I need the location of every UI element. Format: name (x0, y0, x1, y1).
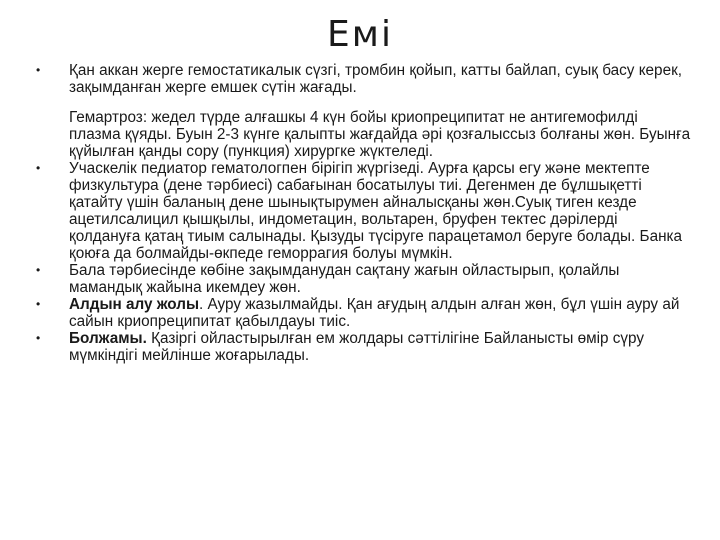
list-item-heading: Болжамы. (69, 330, 147, 347)
bullet-icon: • (36, 63, 41, 77)
bullet-icon: • (36, 263, 41, 277)
list-item (36, 62, 692, 96)
list-item-text: Учаскелік педиатор гематологпен бірігіп жүргізеді. Аурға қарсы егу және мектепте физкультура (дене тәрбиесі) сабағынан босатылуы тиі. Дегенмен де бұлшықетті қатайту үшін баланың дене шынықтырумен айналысқаны жөн.Суық тиген кезде ацетилсалицил қышқылы, индометацин, вольтарен, бруфен тектес дәрілерді қолдануға қатаң тиым салынады. Қызуды түсіруге парацетамол беруге болады. Банка қоюға да болмайды-өкпеде геморрагия болуы мүмкін. (69, 160, 683, 262)
list-item (36, 160, 692, 262)
list-item-heading: Алдын алу жолы (69, 296, 200, 313)
bullet-icon: • (36, 161, 41, 175)
list-item-text: Қазіргі ойластырылған ем жолдары сәттілігіне Байланысты өмір сүру мүмкіндігі мейлінше жоғарылады. (69, 330, 645, 364)
list-item (36, 330, 692, 364)
list-item (36, 262, 692, 296)
bullet-icon: • (36, 331, 41, 345)
bullet-icon: • (36, 297, 41, 311)
slide-body (36, 62, 692, 364)
slide-title: Емі (327, 14, 393, 55)
list-item-text: . Ауру жазылмайды. Қан ағудың алдын алған жөн, бұл үшін ауру ай сайын криопреципитат қабылдауы тиіс. (69, 296, 680, 330)
list-item-text: Гемартроз: жедел түрде алғашкы 4 күн бойы криопреципитат не антигемофилді плазма қүяды. Буын 2-3 күнге қалыпты жағдайда әрі қозғалыссыз болғаны жөн. Буынға қүйылған қанды сору (пункция) хирургке жүктеледі. (69, 109, 691, 160)
list-item (36, 109, 692, 160)
list-item-text: Қан аккан жерге гемостатикалык сүзгі, тромбин қойып, катты байлап, суық басу керек, зақымданған жерге емшек сүтін жағады. (69, 62, 683, 96)
list-item (36, 296, 692, 330)
list-item-text: Бала тәрбиесінде көбіне зақымданудан сақтану жағын ойластырып, қолайлы мамандық жайына икемдеу жөн. (69, 262, 620, 296)
